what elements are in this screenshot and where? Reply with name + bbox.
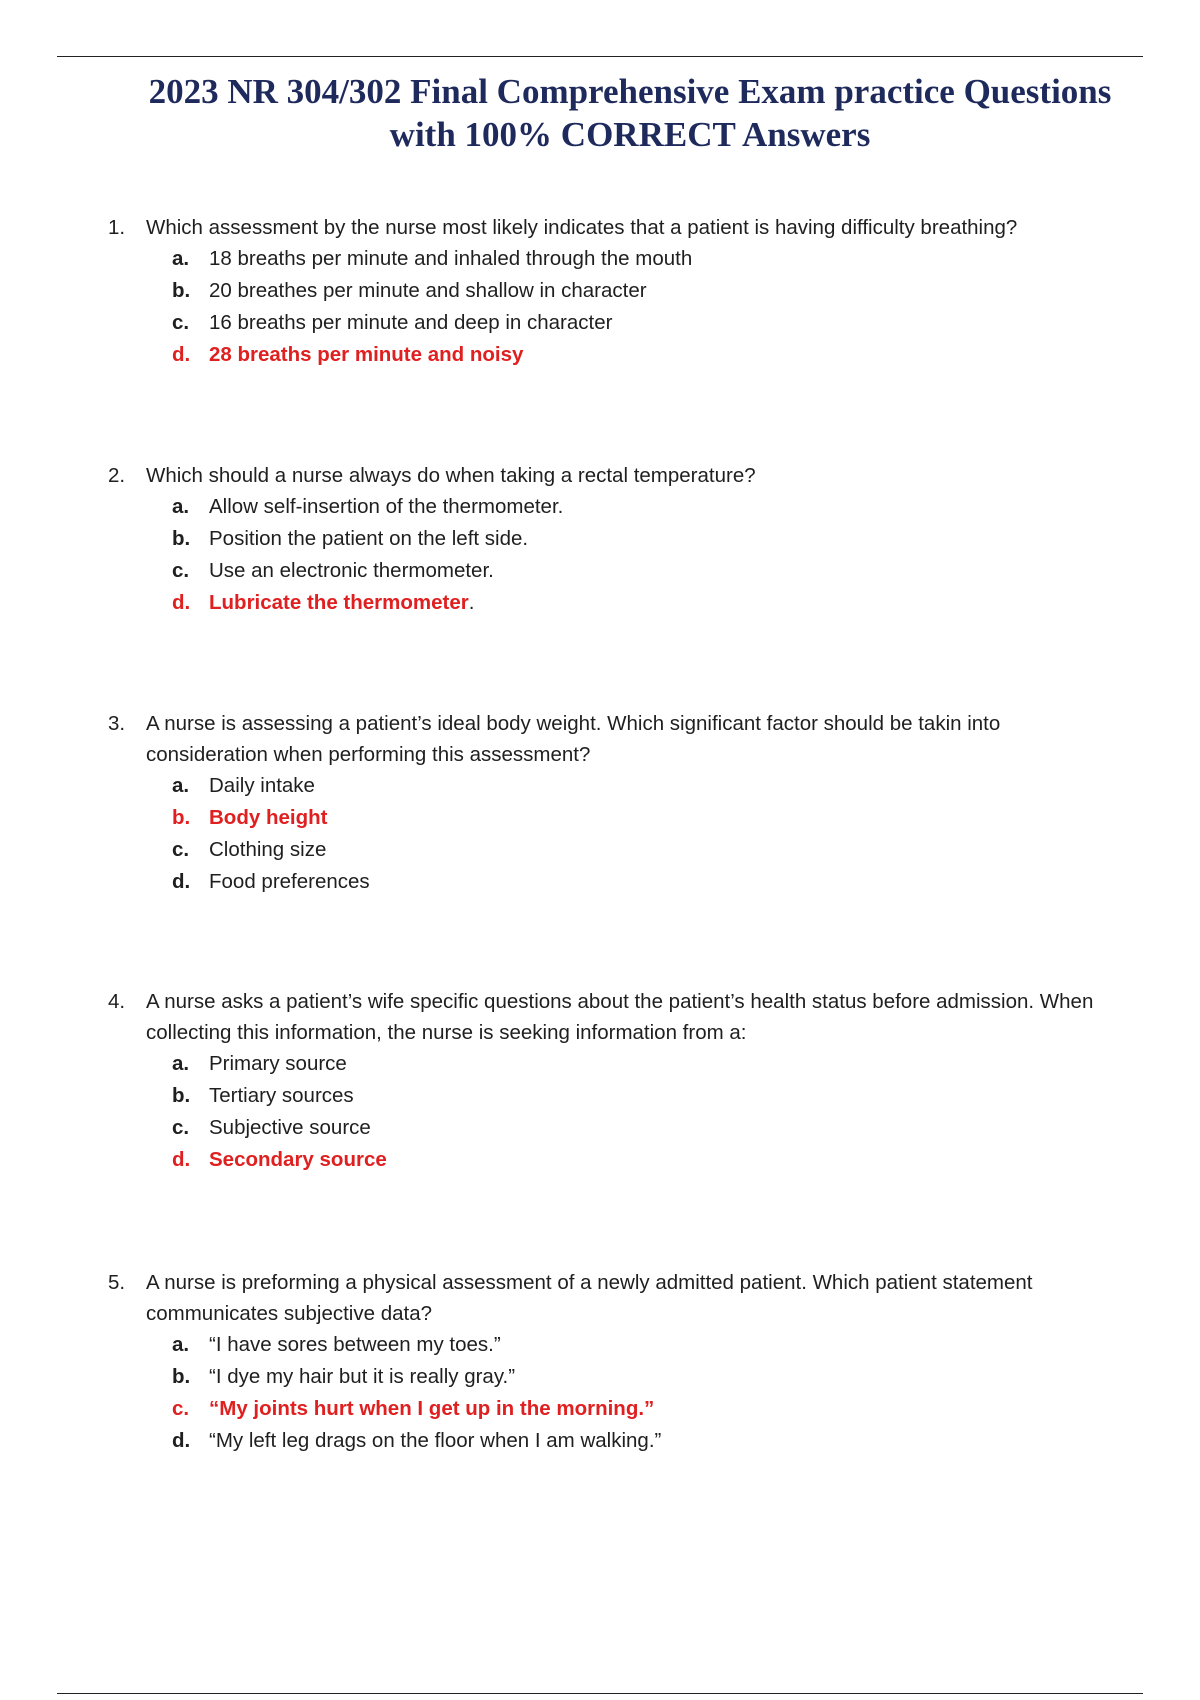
- option-text: Allow self-insertion of the thermometer.: [209, 495, 564, 518]
- option-letter: d.: [172, 343, 191, 366]
- option-text: Daily intake: [209, 774, 315, 797]
- option-letter: a.: [172, 1333, 190, 1356]
- option-letter: b.: [172, 527, 191, 550]
- option-letter: a.: [172, 247, 190, 270]
- answer-options: [172, 1329, 1118, 1457]
- option-text: Tertiary sources: [209, 1084, 354, 1107]
- option-text: Position the patient on the left side.: [209, 527, 529, 550]
- correct-answer-option-d: [172, 1144, 1118, 1176]
- answer-option-a: [172, 1329, 1118, 1361]
- correct-answer-option-d: [172, 587, 1118, 619]
- option-letter: c.: [172, 1116, 190, 1139]
- question-4: [108, 986, 1118, 1176]
- option-text: Use an electronic thermometer.: [209, 559, 494, 582]
- answer-option-a: [172, 491, 1118, 523]
- question-number: 1.: [108, 216, 126, 239]
- option-text: 16 breaths per minute and deep in character: [209, 311, 613, 334]
- answer-option-d: [172, 1425, 1118, 1457]
- question-number: 2.: [108, 464, 126, 487]
- correct-answer-option-b: [172, 802, 1118, 834]
- option-letter: a.: [172, 774, 190, 797]
- option-letter: b.: [172, 1084, 191, 1107]
- option-text: Subjective source: [209, 1116, 371, 1139]
- question-text: Which should a nurse always do when taking a rectal temperature?: [146, 464, 756, 487]
- answer-option-c: [172, 307, 1118, 339]
- option-text: Food preferences: [209, 870, 370, 893]
- question-2: [108, 460, 1118, 619]
- option-letter: c.: [172, 838, 190, 861]
- bottom-rule: [57, 1693, 1143, 1694]
- correct-answer-option-d: [172, 339, 1118, 371]
- answer-option-a: [172, 770, 1118, 802]
- question-number: 5.: [108, 1271, 126, 1294]
- option-letter: d.: [172, 591, 191, 614]
- answer-option-b: [172, 1080, 1118, 1112]
- question-number: 4.: [108, 990, 126, 1013]
- option-letter: c.: [172, 311, 190, 334]
- answer-options: [172, 770, 1118, 898]
- option-text: “My left leg drags on the floor when I am walking.”: [209, 1429, 662, 1452]
- option-letter: d.: [172, 1429, 191, 1452]
- answer-option-a: [172, 243, 1118, 275]
- option-letter: b.: [172, 279, 191, 302]
- answer-option-c: [172, 834, 1118, 866]
- option-text: Clothing size: [209, 838, 327, 861]
- option-text: “I have sores between my toes.”: [209, 1333, 501, 1356]
- title-line-2: with 100% CORRECT Answers: [389, 115, 871, 154]
- option-letter: c.: [172, 1397, 190, 1420]
- option-letter: a.: [172, 1052, 190, 1075]
- answer-option-b: [172, 523, 1118, 555]
- option-letter: d.: [172, 870, 191, 893]
- option-text: “I dye my hair but it is really gray.”: [209, 1365, 516, 1388]
- answer-option-c: [172, 555, 1118, 587]
- option-letter: c.: [172, 559, 190, 582]
- answer-options: [172, 243, 1118, 371]
- option-text: 18 breaths per minute and inhaled through the mouth: [209, 247, 693, 270]
- option-text: 20 breathes per minute and shallow in character: [209, 279, 647, 302]
- answer-option-c: [172, 1112, 1118, 1144]
- question-text: A nurse is preforming a physical assessment of a newly admitted patient. Which patient statement communicates subjective data?: [146, 1271, 1033, 1325]
- top-rule: [57, 56, 1143, 57]
- option-text-wrapper: [209, 587, 1118, 619]
- answer-option-b: [172, 275, 1118, 307]
- option-text: 28 breaths per minute and noisy: [209, 343, 524, 366]
- correct-answer-option-c: [172, 1393, 1118, 1425]
- document-title: [100, 70, 1160, 156]
- question-text: Which assessment by the nurse most likely indicates that a patient is having difficulty breathing?: [146, 216, 1018, 239]
- option-text: Lubricate the thermometer: [209, 591, 469, 614]
- title-line-1: 2023 NR 304/302 Final Comprehensive Exam practice Questions: [148, 72, 1112, 111]
- question-text: A nurse is assessing a patient’s ideal body weight. Which significant factor should be takin into consideration when performing this assessment?: [146, 712, 1001, 766]
- option-text: Body height: [209, 806, 328, 829]
- option-text: “My joints hurt when I get up in the morning.”: [209, 1397, 655, 1420]
- answer-options: [172, 491, 1118, 619]
- answer-option-d: [172, 866, 1118, 898]
- option-letter: b.: [172, 1365, 191, 1388]
- option-text: Primary source: [209, 1052, 347, 1075]
- answer-option-b: [172, 1361, 1118, 1393]
- question-5: [108, 1267, 1118, 1457]
- question-1: [108, 212, 1118, 371]
- option-suffix: .: [468, 591, 475, 614]
- question-number: 3.: [108, 712, 126, 735]
- answer-options: [172, 1048, 1118, 1176]
- question-3: [108, 708, 1118, 898]
- option-text: Secondary source: [209, 1148, 387, 1171]
- option-letter: a.: [172, 495, 190, 518]
- option-letter: d.: [172, 1148, 191, 1171]
- question-text: A nurse asks a patient’s wife specific questions about the patient’s health status before admission. When collecting this information, the nurse is seeking information from a:: [146, 990, 1094, 1044]
- answer-option-a: [172, 1048, 1118, 1080]
- option-letter: b.: [172, 806, 191, 829]
